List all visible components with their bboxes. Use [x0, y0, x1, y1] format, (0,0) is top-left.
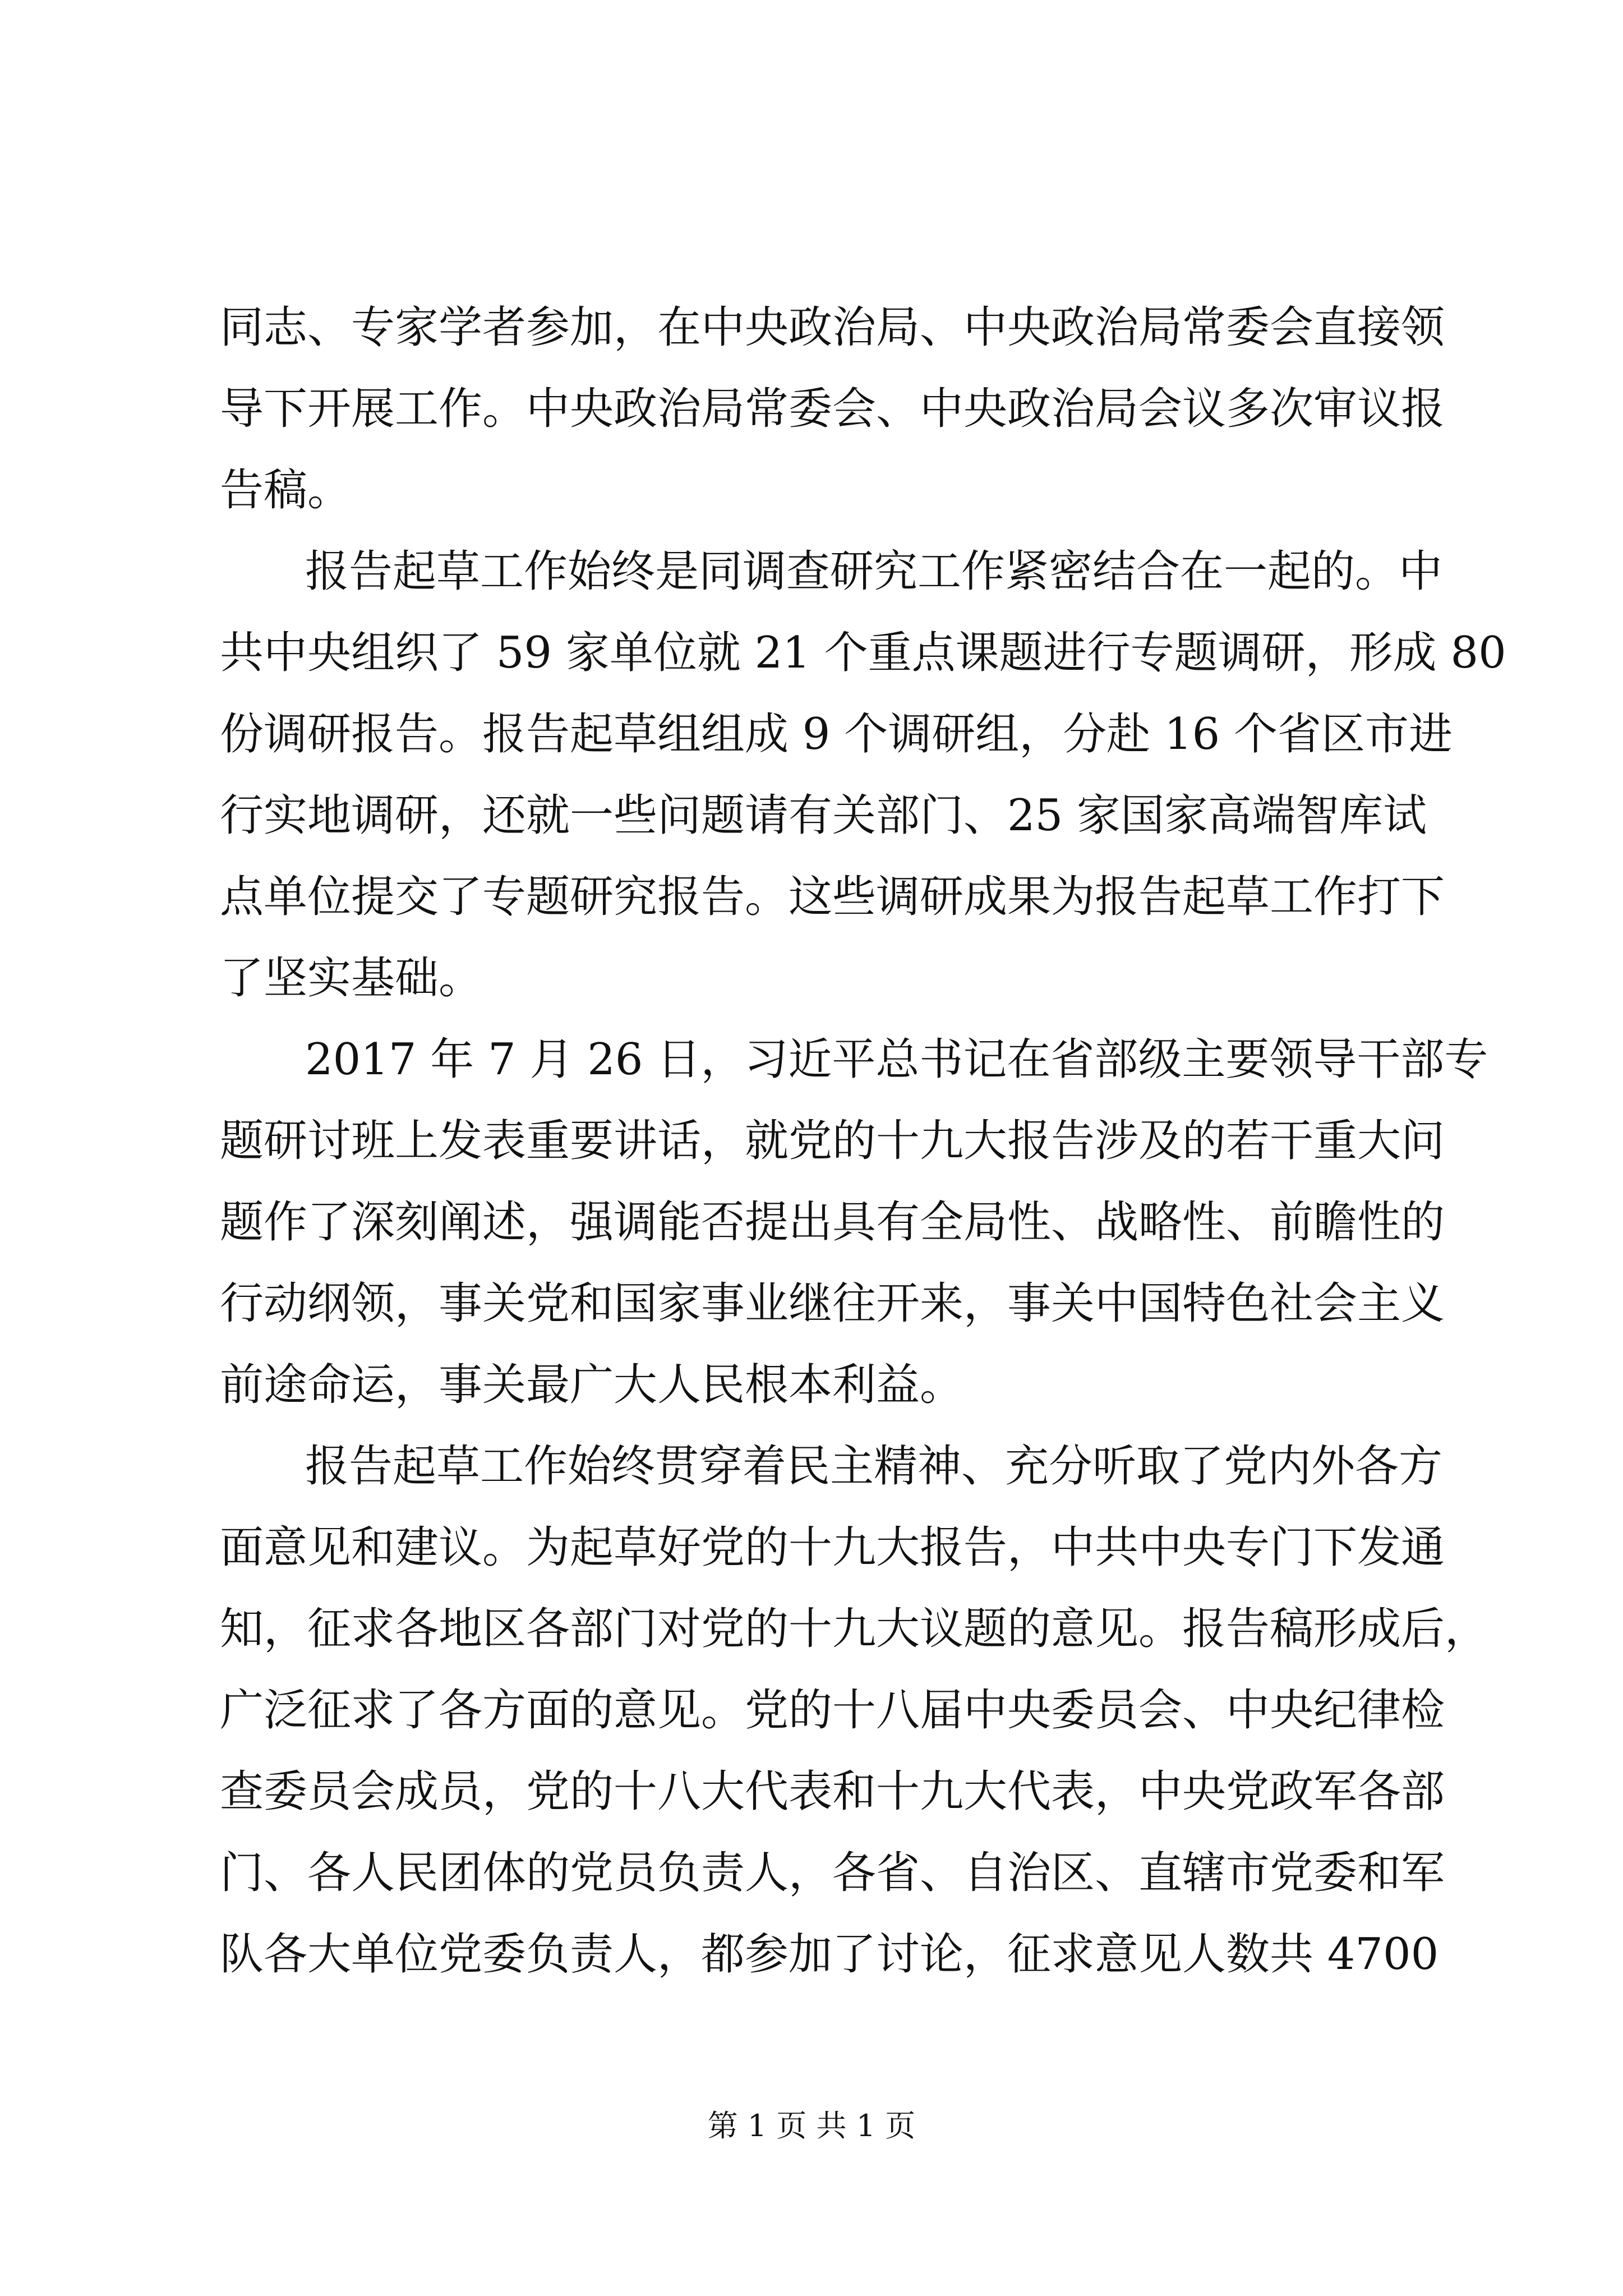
text-line: 导下开展工作。中央政治局常委会、中央政治局会议多次审议报 [220, 384, 1445, 434]
text-line: 面意见和建议。为起草好党的十九大报告，中共中央专门下发通 [220, 1522, 1445, 1573]
paragraph-first-line: 2017 年 7 月 26 日，习近平总书记在省部级主要领导干部专 [305, 1034, 1488, 1085]
text-line: 前途命运，事关最广大人民根本利益。 [220, 1360, 964, 1410]
text-line: 知，征求各地区各部门对党的十九大议题的意见。报告稿形成后， [220, 1604, 1489, 1654]
page-number-footer: 第 1 页 共 1 页 [707, 2108, 916, 2143]
text-line: 广泛征求了各方面的意见。党的十八届中央委员会、中央纪律检 [220, 1685, 1445, 1736]
text-line: 队各大单位党委负责人，都参加了讨论，征求意见人数共 4700 [220, 1929, 1439, 1980]
text-line: 题研讨班上发表重要讲话，就党的十九大报告涉及的若干重大问 [220, 1116, 1445, 1166]
text-line: 查委员会成员，党的十八大代表和十九大代表，中央党政军各部 [220, 1766, 1445, 1817]
paragraph-first-line: 报告起草工作始终是同调查研究工作紧密结合在一起的。中 [305, 546, 1443, 597]
text-line: 行实地调研，还就一些问题请有关部门、25 家国家高端智库试 [220, 790, 1427, 841]
text-line: 行动纲领，事关党和国家事业继往开来，事关中国特色社会主义 [220, 1278, 1445, 1329]
paragraph-first-line: 报告起草工作始终贯穿着民主精神、充分听取了党内外各方 [305, 1441, 1443, 1492]
text-line: 份调研报告。报告起草组组成 9 个调研组，分赴 16 个省区市进 [220, 709, 1453, 760]
text-line: 门、各人民团体的党员负责人，各省、自治区、直辖市党委和军 [220, 1848, 1445, 1898]
text-line: 共中央组织了 59 家单位就 21 个重点课题进行专题调研，形成 80 [220, 628, 1506, 678]
text-line: 同志、专家学者参加，在中央政治局、中央政治局常委会直接领 [220, 302, 1445, 353]
text-line: 告稿。 [220, 465, 352, 516]
text-line: 了坚实基础。 [220, 953, 483, 1004]
document-body [220, 287, 1506, 1995]
text-line: 点单位提交了专题研究报告。这些调研成果为报告起草工作打下 [220, 872, 1445, 922]
text-line: 题作了深刻阐述，强调能否提出具有全局性、战略性、前瞻性的 [220, 1197, 1445, 1248]
